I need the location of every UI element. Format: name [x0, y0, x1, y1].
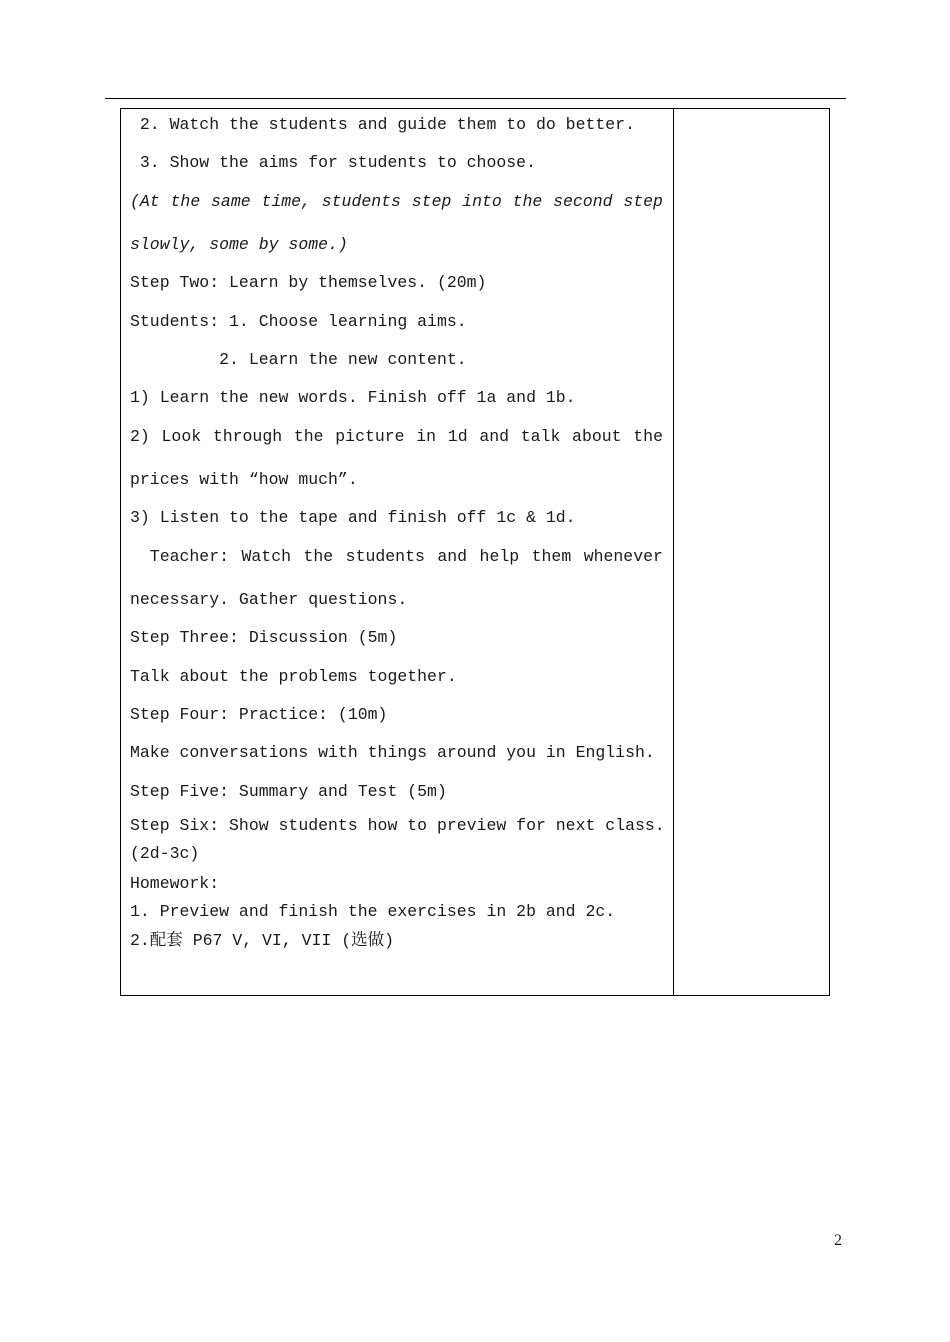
line-homework-2: 2.配套 P67 V, VI, VII (选做)	[130, 931, 395, 950]
line-conversations: Make conversations with things around you in English.	[130, 743, 655, 762]
line-homework-1: 1. Preview and finish the exercises in 2b and 2c.	[130, 902, 616, 921]
line-teacher-2: necessary. Gather questions.	[130, 590, 408, 609]
line-step-four: Step Four: Practice: (10m)	[130, 705, 388, 724]
line-step-six-range: (2d-3c)	[130, 844, 200, 863]
line-talk: Talk about the problems together.	[130, 667, 457, 686]
line-homework-title: Homework:	[130, 874, 220, 893]
line-step-six: Step Six: Show students how to preview for next class.	[130, 816, 665, 835]
procedure-cell	[121, 109, 673, 995]
lesson-plan-table	[120, 108, 830, 996]
line-students-aims: Students: 1. Choose learning aims.	[130, 312, 467, 331]
line-note-1: (At the same time, students step into the second step	[130, 192, 663, 211]
line-teacher-1: Teacher: Watch the students and help them whenever	[130, 547, 663, 566]
line-task-2a: 2) Look through the picture in 1d and talk about the	[130, 427, 663, 446]
notes-cell	[674, 109, 829, 995]
line-step1-item2: 2. Watch the students and guide them to do better.	[130, 115, 635, 134]
line-task-3: 3) Listen to the tape and finish off 1c & 1d.	[130, 508, 576, 527]
header-rule	[105, 98, 846, 99]
line-task-2b: prices with “how much”.	[130, 470, 358, 489]
line-students-content: 2. Learn the new content.	[130, 350, 467, 369]
line-step-five: Step Five: Summary and Test (5m)	[130, 782, 447, 801]
line-step-two: Step Two: Learn by themselves. (20m)	[130, 273, 487, 292]
page-number: 2	[834, 1232, 842, 1249]
line-step1-item3: 3. Show the aims for students to choose.	[130, 153, 536, 172]
line-step-three: Step Three: Discussion (5m)	[130, 628, 398, 647]
line-task-1: 1) Learn the new words. Finish off 1a and 1b.	[130, 388, 576, 407]
line-note-2: slowly, some by some.)	[130, 235, 348, 254]
